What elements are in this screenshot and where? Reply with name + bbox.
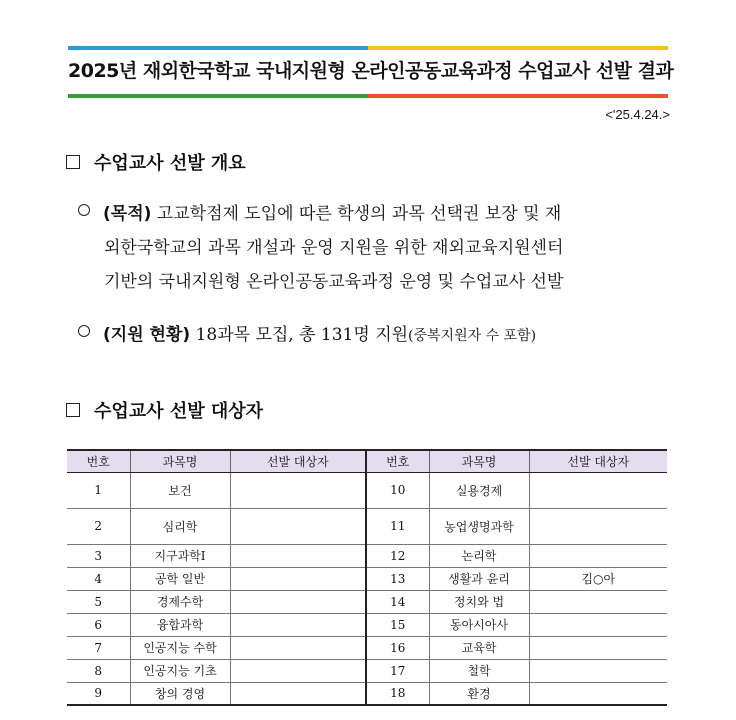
purpose-text-1: 고교학점제 도입에 따른 학생의 과목 선택권 보장 및 재 — [156, 204, 562, 224]
header-subject: 과목명 — [429, 450, 529, 472]
section-heading-overview — [66, 149, 246, 175]
subject-cell: 인공지능 기초 — [130, 659, 230, 682]
header-selected: 선발 대상자 — [529, 450, 667, 472]
row-number-cell: 18 — [366, 682, 429, 705]
subject-cell: 인공지능 수학 — [130, 636, 230, 659]
row-number-cell: 17 — [366, 659, 429, 682]
circle-bullet-icon — [78, 325, 90, 337]
row-number-cell: 7 — [67, 636, 130, 659]
row-number-cell: 16 — [366, 636, 429, 659]
subject-cell: 지구과학Ⅰ — [130, 544, 230, 567]
subject-cell: 창의 경영 — [130, 682, 230, 705]
selected-teacher-cell — [529, 636, 667, 659]
selected-teacher-cell — [529, 508, 667, 544]
status-line — [103, 320, 536, 345]
selected-teacher-cell — [230, 613, 366, 636]
bottom-bar-right — [368, 94, 668, 98]
table-row — [67, 613, 667, 636]
document-date: <'25.4.24.> — [605, 107, 670, 122]
table-row — [67, 472, 667, 508]
table-row — [67, 659, 667, 682]
section-heading-text: 수업교사 선발 개요 — [94, 153, 246, 174]
top-bar-left — [68, 46, 368, 50]
row-number-cell: 10 — [366, 472, 429, 508]
status-note: (중복지원자 수 포함) — [408, 328, 537, 344]
row-number-cell: 15 — [366, 613, 429, 636]
subject-cell: 철학 — [429, 659, 529, 682]
subject-cell: 심리학 — [130, 508, 230, 544]
row-number-cell: 1 — [67, 472, 130, 508]
row-number-cell: 6 — [67, 613, 130, 636]
square-bullet-icon — [66, 155, 80, 169]
top-bar-right — [368, 46, 668, 50]
selected-teacher-cell — [230, 508, 366, 544]
header-number: 번호 — [366, 450, 429, 472]
subject-cell: 생활과 윤리 — [429, 567, 529, 590]
document-title: 2025년 재외한국학교 국내지원형 온라인공동교육과정 수업교사 선발 결과 — [68, 60, 674, 82]
selected-teacher-cell — [230, 590, 366, 613]
subject-cell: 농업생명과학 — [429, 508, 529, 544]
row-number-cell: 5 — [67, 590, 130, 613]
selected-teacher-cell — [230, 472, 366, 508]
row-number-cell: 8 — [67, 659, 130, 682]
row-number-cell: 3 — [67, 544, 130, 567]
subject-cell: 교육학 — [429, 636, 529, 659]
purpose-label: (목적) — [103, 204, 152, 224]
table-row — [67, 636, 667, 659]
row-number-cell: 11 — [366, 508, 429, 544]
header-number: 번호 — [67, 450, 130, 472]
section-heading-text: 수업교사 선발 대상자 — [94, 401, 264, 422]
table-row — [67, 682, 667, 705]
selected-teacher-cell — [529, 472, 667, 508]
row-number-cell: 9 — [67, 682, 130, 705]
selected-teacher-cell — [529, 613, 667, 636]
subject-cell: 보건 — [130, 472, 230, 508]
header-selected: 선발 대상자 — [230, 450, 366, 472]
selected-teacher-cell — [230, 636, 366, 659]
table-row — [67, 508, 667, 544]
top-color-bar — [68, 46, 668, 50]
status-text: 18과목 모집, 총 131명 지원 — [195, 325, 409, 345]
selected-teacher-cell — [529, 682, 667, 705]
subject-cell: 실용경제 — [429, 472, 529, 508]
selected-teacher-cell: 김○아 — [529, 567, 667, 590]
selected-teacher-cell — [230, 567, 366, 590]
selected-teacher-cell — [529, 590, 667, 613]
selected-teacher-cell — [529, 659, 667, 682]
table-row — [67, 544, 667, 567]
subject-cell: 환경 — [429, 682, 529, 705]
table-header-row — [67, 450, 667, 472]
purpose-line-3: 기반의 국내지원형 온라인공동교육과정 운영 및 수업교사 선발 — [104, 272, 564, 292]
table-row — [67, 590, 667, 613]
selected-teacher-cell — [230, 544, 366, 567]
purpose-line-1 — [103, 199, 561, 224]
bottom-bar-left — [68, 94, 368, 98]
bottom-color-bar — [68, 94, 668, 98]
row-number-cell: 4 — [67, 567, 130, 590]
row-number-cell: 14 — [366, 590, 429, 613]
subject-cell: 경제수학 — [130, 590, 230, 613]
selected-teacher-cell — [230, 659, 366, 682]
section-heading-selected — [66, 397, 263, 423]
selected-teacher-cell — [230, 682, 366, 705]
subject-cell: 공학 일반 — [130, 567, 230, 590]
selected-teacher-cell — [529, 544, 667, 567]
circle-bullet-icon — [78, 204, 90, 216]
subject-cell: 융합과학 — [130, 613, 230, 636]
subject-cell: 정치와 법 — [429, 590, 529, 613]
subject-cell: 동아시아사 — [429, 613, 529, 636]
purpose-line-2: 외한국학교의 과목 개설과 운영 지원을 위한 재외교육지원센터 — [104, 238, 564, 258]
row-number-cell: 12 — [366, 544, 429, 567]
table-row — [67, 567, 667, 590]
row-number-cell: 2 — [67, 508, 130, 544]
status-label: (지원 현황) — [103, 325, 191, 345]
header-subject: 과목명 — [130, 450, 230, 472]
row-number-cell: 13 — [366, 567, 429, 590]
subject-cell: 논리학 — [429, 544, 529, 567]
square-bullet-icon — [66, 403, 80, 417]
selection-table — [67, 449, 667, 706]
